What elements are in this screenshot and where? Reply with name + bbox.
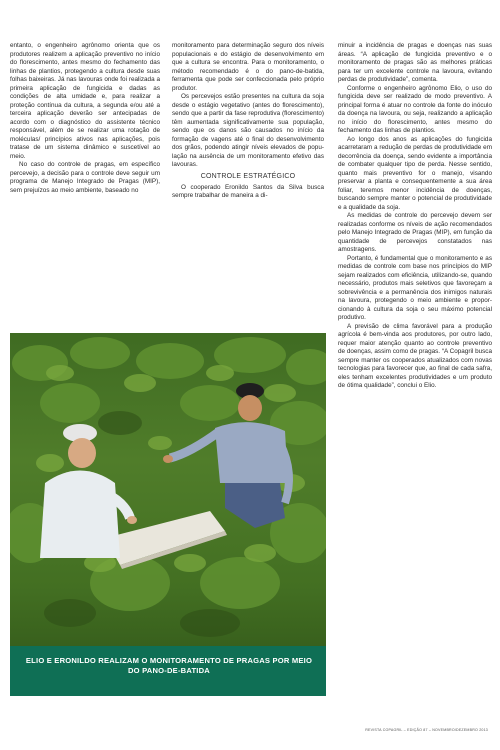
- photo-caption: ELIO E ERONILDO REALIZAM O MONITORAMENTO DE PRAGAS POR MEIO DO PANO-DE-BATIDA: [25, 656, 313, 675]
- soybean-field-illustration: [10, 333, 326, 696]
- article-column-3: [338, 42, 492, 391]
- paragraph: O cooperado Eronildo Santos da Silva busca sempre trabalhar de maneira a di-: [172, 183, 324, 199]
- paragraph: Os percevejos estão presentes na cultura da soja desde o estágio vegetativo (antes do florescimento), sendo que a partir da fase reprodutiva (florescimento) têm aumentada significativamente sua população, sendo que os danos são causados no início da formação de vagens até o final do desenvolvimento dos grãos, podendo atingir níveis elevados de população na ausência de um monitoramento efetivo das lavouras.: [172, 93, 324, 168]
- article-column-2: [172, 42, 324, 201]
- paragraph: As medidas de controle do percevejo devem ser realizadas conforme os níveis de ação recomendados pelo Manejo Integrado de Pragas (MIP), em função da quantidade de percevejos constatados nas amostragens.: [338, 212, 492, 253]
- paragraph: entanto, o engenheiro agrônomo orienta que os produtores realizem a aplicação preventivo no início do florescimento, antes mesmo do fechamento das linhas de plantios, protegendo a cultura desde suas folhas baixeiras. Já nas lavouras onde foi realizada a primeira aplicação de fungicida e dadas as condições de alta umidade e, para realizar a proteção contínua da cultura, a segunda e/ou até a terceira aplicação deverão ser antecipadas de acordo com o diagnóstico do assistente técnico responsável, além de se realizar uma rotação de moléculas/ princípios ativos nas aplicações, pois tratase de um sistema dinâmico e suscetível ao meio.: [10, 42, 160, 160]
- paragraph: minuir a incidência de pragas e doenças nas suas áreas. “A aplicação de fungicida preventivo e o monitoramento de pragas são as melhores práticas para ter um excelente controle na lavoura, evitando perdas de produtividade”, comenta.: [338, 42, 492, 83]
- section-heading: CONTROLE ESTRATÉGICO: [200, 172, 296, 180]
- paragraph: monitoramento para determinação seguro dos níveis populacionais e do estágio de desenvolvimento em que a cultura se encontra. Para o monitoramento, o método recomendado é o do pano-de-batida, ferramenta que pode ser confeccionada pelo próprio produtor.: [172, 42, 324, 92]
- paragraph: No caso do controle de pragas, em específico percevejo, a decisão para o controle deve seguir um programa de Manejo Integrado de Pragas (MIP), sem prejuízos ao meio ambiente, baseado no: [10, 161, 160, 194]
- paragraph: Ao longo dos anos as aplicações do fungicida acarretaram a redução de perdas de produtividade em decorrência da doença, sendo evidente a importância de combater qualquer tipo de perda. Nesse sentido, quanto mais preventivo for o manejo, visando preservar a planta e consequentemente a sua área foliar, teremos menor incidência de doenças, buscando sempre manter o potencial de produtividade e a qualidade da soja.: [338, 135, 492, 211]
- page-footer: REVISTA COPAGRIL – EDIÇÃO 87 – NOVEMBRO/DEZEMBRO 2013: [365, 728, 488, 732]
- paragraph: Conforme o engenheiro agrônomo Elio, o uso do fungicida deve ser realizado de modo preventivo. A principal forma é atuar no controle da fonte do inóculo da doença na lavoura, ou seja, realizando a aplicação no início do florescimento, antes mesmo do fechamento das linhas de plantios.: [338, 84, 492, 134]
- article-column-1: [10, 42, 160, 195]
- paragraph: Portanto, é fundamental que o monitoramento e as medidas de controle com base nos princípios do MIP sejam realizados com eficiência, utilizando-se, quando necessário, produtos mais seletivos que favoreçam a sobrevivência e a permanência dos inimigos naturais na lavoura, protegendo o meio ambiente e proporcionando à cultura da soja o seu máximo potencial produtivo.: [338, 254, 492, 321]
- field-photo: [10, 333, 326, 696]
- paragraph: A previsão de clima favorável para a produção agrícola é bem-vinda aos produtores, por outro lado, requer maior atenção quanto ao controle preventivo de doenças, assim como de pragas. “A Copagril busca sempre manter os cooperados atualizados com novas tecnologias para favorecer que, ao final de cada safra, eles tenham excelentes produtividades e um produto de ótima qualidade”, conclui o Elio.: [338, 322, 492, 389]
